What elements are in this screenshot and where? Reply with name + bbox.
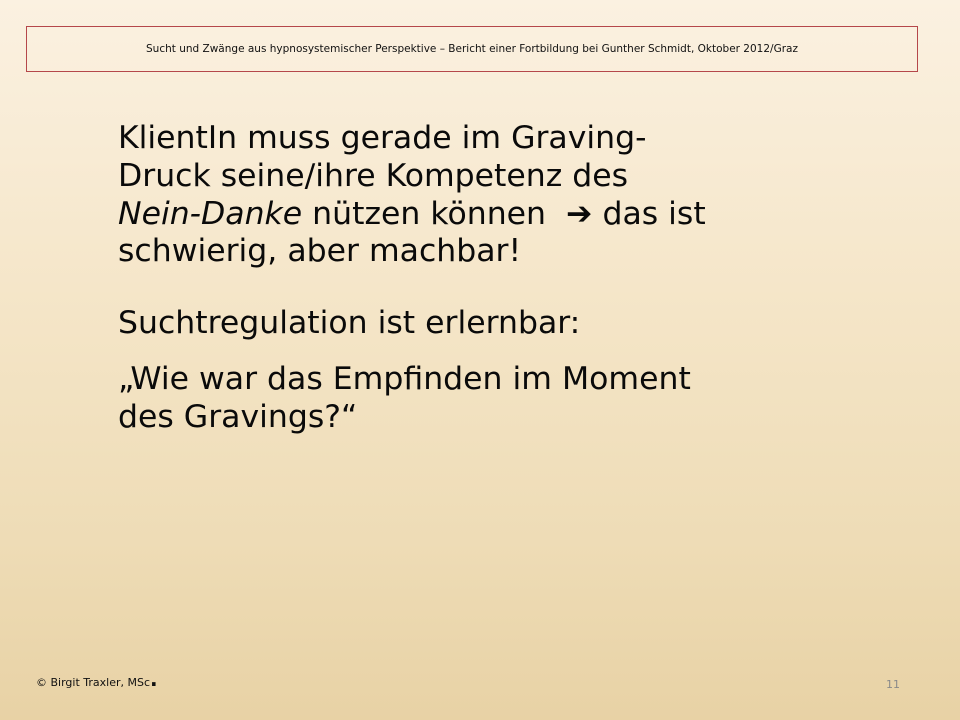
para1-line2: Druck seine/ihre Kompetenz des [118,157,629,194]
para3-line2: des Gravings?“ [118,398,358,435]
author-dot: . [150,667,158,691]
nein-danke-text: Nein-Danke [118,195,303,232]
para3-line1: „Wie war das Empfinden im Moment [118,360,691,397]
paragraph-question [118,361,848,437]
para1-line1: KlientIn muss gerade im Graving- [118,120,647,156]
author-text: © Birgit Traxler, MSc [36,676,151,689]
arrow-right-icon: ➔ [566,195,593,232]
header-box [26,26,918,72]
footer-author [36,667,158,691]
paragraph-craving [118,120,848,271]
header-title: Sucht und Zwänge aus hypnosystemischer Perspektive – Bericht einer Fortbildung bei Gunther Schmidt, Oktober 2012/Graz [146,43,798,55]
para1-line4: schwierig, aber machbar! [118,233,522,270]
slide-content [118,120,848,437]
para1-line3-rest: nützen können [302,195,557,232]
para1-line3-end: das ist [602,195,706,232]
paragraph-suchtregulation: Suchtregulation ist erlernbar: [118,305,581,342]
page-number: 11 [886,678,900,691]
